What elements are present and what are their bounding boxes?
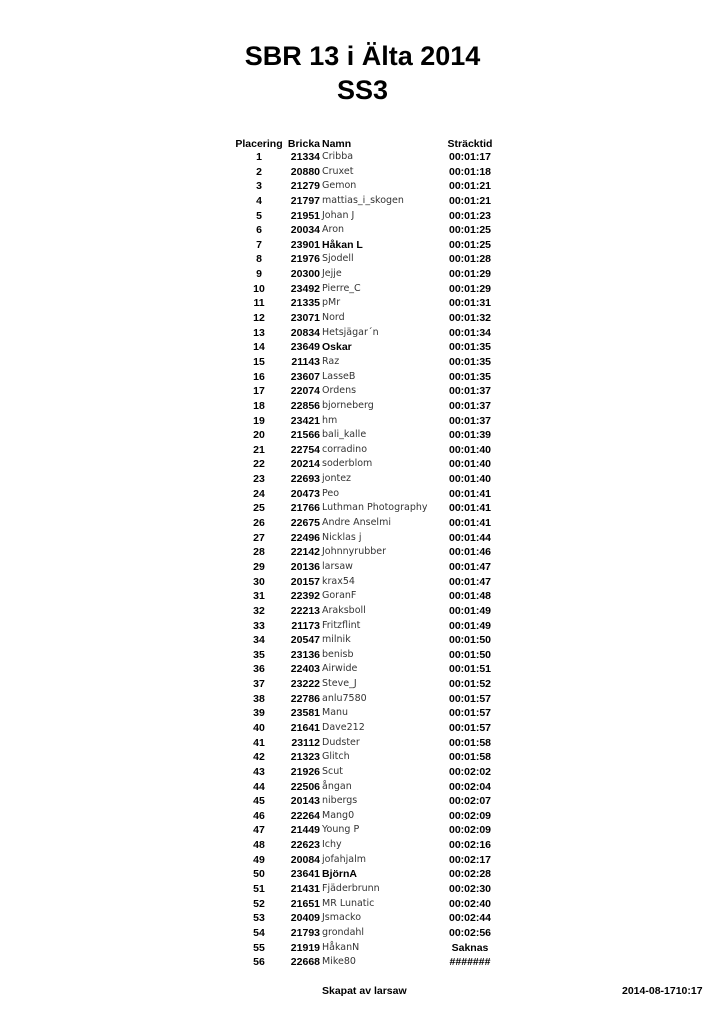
- cell-placering: 11: [253, 297, 265, 310]
- cell-placering: 2: [256, 165, 262, 178]
- cell-namn: Aron: [322, 224, 345, 236]
- cell-namn: Dudster: [322, 736, 360, 748]
- table-row: [0, 575, 725, 590]
- table-row: [0, 487, 725, 502]
- cell-placering: 28: [253, 546, 265, 559]
- cell-namn: soderblom: [322, 458, 373, 470]
- cell-placering: 26: [253, 517, 265, 530]
- table-row: [0, 267, 725, 282]
- cell-bricka: 20300: [290, 268, 320, 281]
- table-row: [0, 823, 725, 838]
- footer-timestamp: 2014-08-1710:17: [622, 985, 703, 997]
- cell-stracktid: 00:01:58: [448, 736, 492, 749]
- cell-stracktid: 00:02:56: [448, 926, 492, 939]
- cell-namn: Luthman Photography: [322, 502, 428, 514]
- cell-bricka: 23071: [290, 312, 320, 325]
- cell-bricka: 20157: [290, 575, 320, 588]
- cell-placering: 22: [253, 458, 265, 471]
- cell-namn: anlu7580: [322, 692, 367, 704]
- cell-namn: larsaw: [322, 560, 353, 572]
- table-row: [0, 662, 725, 677]
- cell-stracktid: 00:02:30: [448, 883, 492, 896]
- cell-stracktid: 00:01:44: [448, 531, 492, 544]
- cell-namn: HåkanN: [322, 941, 360, 953]
- table-row: [0, 223, 725, 238]
- cell-stracktid: 00:01:35: [448, 355, 492, 368]
- cell-bricka: 21143: [291, 355, 320, 368]
- cell-placering: 9: [256, 268, 262, 281]
- cell-stracktid: 00:01:52: [448, 678, 492, 691]
- cell-bricka: 21323: [290, 751, 320, 764]
- cell-namn: Sjodell: [322, 253, 354, 265]
- cell-bricka: 22213: [290, 604, 320, 617]
- cell-stracktid: 00:01:31: [448, 297, 492, 310]
- table-row: [0, 882, 725, 897]
- cell-placering: 10: [253, 282, 265, 295]
- results-table: [0, 150, 725, 970]
- table-row: [0, 531, 725, 546]
- cell-namn: Mike80: [322, 956, 356, 968]
- cell-bricka: 23649: [290, 341, 320, 354]
- cell-namn: Johan J: [322, 209, 355, 221]
- table-row: [0, 897, 725, 912]
- cell-namn: grondahl: [322, 926, 365, 938]
- cell-placering: 23: [253, 473, 265, 486]
- table-row: [0, 560, 725, 575]
- cell-stracktid: 00:01:25: [448, 238, 492, 251]
- cell-namn: krax54: [322, 575, 355, 587]
- cell-placering: 48: [253, 839, 265, 852]
- cell-namn: Araksboll: [322, 604, 366, 616]
- cell-bricka: 20409: [290, 912, 320, 925]
- cell-stracktid: 00:02:02: [448, 765, 492, 778]
- cell-bricka: 22754: [290, 443, 320, 456]
- table-row: [0, 165, 725, 180]
- cell-stracktid: 00:01:57: [448, 707, 492, 720]
- cell-stracktid: 00:01:23: [448, 209, 492, 222]
- cell-placering: 25: [253, 502, 265, 515]
- table-row: [0, 604, 725, 619]
- cell-bricka: 22074: [290, 385, 320, 398]
- table-row: [0, 545, 725, 560]
- cell-bricka: 22623: [290, 839, 320, 852]
- cell-placering: 20: [253, 429, 265, 442]
- cell-placering: 40: [253, 721, 265, 734]
- cell-placering: 35: [253, 648, 265, 661]
- cell-bricka: 21173: [291, 619, 320, 632]
- cell-bricka: 20547: [290, 634, 320, 647]
- cell-stracktid: 00:01:18: [448, 165, 492, 178]
- cell-bricka: 21566: [290, 429, 320, 442]
- table-row: [0, 370, 725, 385]
- cell-namn: Young P: [322, 824, 360, 836]
- cell-bricka: 23112: [291, 736, 320, 749]
- table-row: [0, 750, 725, 765]
- cell-namn: Cruxet: [322, 165, 354, 177]
- cell-bricka: 22506: [290, 780, 320, 793]
- cell-bricka: 21766: [290, 502, 320, 515]
- cell-stracktid: 00:02:17: [448, 853, 492, 866]
- cell-stracktid: 00:02:04: [448, 780, 492, 793]
- cell-namn: Pierre_C: [322, 282, 361, 294]
- cell-placering: 55: [253, 941, 265, 954]
- cell-namn: Ichy: [322, 839, 342, 851]
- cell-placering: 8: [256, 253, 262, 266]
- cell-namn: Johnnyrubber: [322, 546, 387, 558]
- table-row: [0, 955, 725, 970]
- cell-stracktid: 00:01:29: [448, 268, 492, 281]
- cell-namn: nibergs: [322, 795, 358, 807]
- cell-bricka: 21279: [290, 180, 320, 193]
- table-row: [0, 677, 725, 692]
- cell-placering: 37: [253, 678, 265, 691]
- cell-placering: 12: [253, 312, 265, 325]
- cell-namn: Glitch: [322, 751, 350, 763]
- cell-placering: 3: [256, 180, 262, 193]
- page-subtitle: SS3: [336, 75, 389, 105]
- cell-namn: Ordens: [322, 385, 357, 397]
- table-row: [0, 311, 725, 326]
- cell-placering: 44: [253, 780, 265, 793]
- cell-stracktid: 00:02:07: [448, 795, 492, 808]
- cell-namn: jontez: [322, 473, 352, 485]
- cell-stracktid: 00:01:48: [448, 590, 492, 603]
- cell-bricka: 22675: [290, 517, 320, 530]
- table-row: [0, 589, 725, 604]
- cell-placering: 34: [253, 634, 265, 647]
- cell-placering: 45: [253, 795, 265, 808]
- cell-bricka: 20880: [290, 165, 320, 178]
- cell-bricka: 21334: [290, 151, 320, 163]
- header-stracktid: Sträcktid: [447, 138, 493, 150]
- header-bricka: Bricka: [287, 138, 320, 150]
- cell-namn: corradino: [322, 443, 368, 455]
- cell-bricka: 22142: [290, 546, 320, 559]
- cell-stracktid: 00:01:49: [448, 604, 492, 617]
- cell-bricka: 22392: [290, 590, 320, 603]
- table-row: [0, 209, 725, 224]
- table-row: [0, 472, 725, 487]
- cell-bricka: 20084: [290, 853, 320, 866]
- table-row: [0, 384, 725, 399]
- cell-bricka: 22403: [290, 663, 320, 676]
- table-row: [0, 706, 725, 721]
- cell-bricka: 20136: [290, 560, 320, 573]
- cell-bricka: 20214: [290, 458, 320, 471]
- cell-bricka: 23136: [290, 648, 320, 661]
- cell-namn: benisb: [322, 648, 354, 660]
- cell-namn: Fritzflint: [322, 619, 361, 631]
- cell-stracktid: 00:01:57: [448, 692, 492, 705]
- cell-placering: 6: [256, 224, 262, 237]
- cell-placering: 56: [253, 956, 265, 969]
- cell-namn: Steve_J: [322, 678, 357, 690]
- cell-stracktid: 00:01:58: [448, 751, 492, 764]
- cell-stracktid: 00:01:35: [448, 370, 492, 383]
- cell-stracktid: 00:01:41: [448, 487, 492, 500]
- table-row: [0, 399, 725, 414]
- cell-placering: 15: [253, 355, 265, 368]
- cell-stracktid: 00:01:57: [448, 721, 492, 734]
- cell-bricka: 22264: [290, 809, 320, 822]
- cell-namn: bali_kalle: [322, 429, 367, 441]
- cell-placering: 51: [253, 883, 265, 896]
- cell-bricka: 21797: [290, 194, 320, 207]
- table-row: [0, 648, 725, 663]
- cell-bricka: 20034: [290, 224, 320, 237]
- table-row: [0, 414, 725, 429]
- cell-namn: hm: [322, 414, 338, 426]
- cell-namn: Scut: [322, 765, 343, 777]
- cell-stracktid: 00:02:40: [448, 897, 492, 910]
- table-row: [0, 516, 725, 531]
- cell-namn: Fjäderbrunn: [322, 883, 380, 895]
- cell-placering: 16: [253, 370, 265, 383]
- cell-placering: 33: [253, 619, 265, 632]
- cell-placering: 1: [256, 151, 262, 163]
- cell-bricka: 22693: [290, 473, 320, 486]
- cell-bricka: 21641: [290, 721, 320, 734]
- table-row: [0, 501, 725, 516]
- cell-stracktid: 00:01:34: [448, 326, 492, 339]
- cell-stracktid: 00:01:25: [448, 224, 492, 237]
- cell-placering: 36: [253, 663, 265, 676]
- cell-stracktid: 00:01:37: [448, 414, 492, 427]
- cell-stracktid: 00:02:44: [448, 912, 492, 925]
- cell-stracktid: 00:01:17: [448, 151, 492, 163]
- cell-bricka: 21926: [290, 765, 320, 778]
- cell-namn: Dave212: [322, 721, 365, 733]
- cell-placering: 47: [253, 824, 265, 837]
- cell-bricka: 21976: [290, 253, 320, 266]
- cell-bricka: 20143: [290, 795, 320, 808]
- cell-stracktid: 00:02:16: [448, 839, 492, 852]
- cell-placering: 14: [253, 341, 265, 354]
- cell-namn: Raz: [322, 355, 340, 367]
- footer-created-by: Skapat av larsaw: [322, 985, 407, 997]
- cell-namn: pMr: [322, 297, 341, 309]
- cell-placering: 29: [253, 560, 265, 573]
- cell-stracktid: 00:01:47: [448, 575, 492, 588]
- cell-bricka: 20834: [290, 326, 320, 339]
- cell-namn: Oskar: [322, 341, 352, 354]
- cell-bricka: 21919: [290, 941, 320, 954]
- cell-stracktid: 00:01:46: [448, 546, 492, 559]
- cell-bricka: 22786: [290, 692, 320, 705]
- cell-stracktid: 00:01:39: [448, 429, 492, 442]
- cell-placering: 5: [256, 209, 262, 222]
- table-row: [0, 457, 725, 472]
- cell-namn: mattias_i_skogen: [322, 194, 404, 206]
- cell-stracktid: 00:02:28: [448, 868, 492, 881]
- cell-namn: Airwide: [322, 663, 358, 675]
- cell-stracktid: #######: [449, 956, 491, 969]
- cell-stracktid: 00:01:40: [448, 458, 492, 471]
- cell-namn: bjorneberg: [322, 399, 374, 411]
- table-row: [0, 340, 725, 355]
- table-row: [0, 692, 725, 707]
- cell-namn: Hetsjägar´n: [322, 326, 379, 338]
- cell-stracktid: 00:01:41: [448, 502, 492, 515]
- cell-stracktid: 00:01:40: [448, 473, 492, 486]
- cell-namn: BjörnA: [322, 868, 357, 881]
- cell-placering: 38: [253, 692, 265, 705]
- cell-bricka: 21951: [290, 209, 320, 222]
- cell-placering: 24: [253, 487, 265, 500]
- table-row: [0, 194, 725, 209]
- header-placering: Placering: [235, 138, 283, 150]
- cell-namn: Jejje: [322, 268, 342, 280]
- cell-placering: 19: [253, 414, 265, 427]
- cell-stracktid: 00:01:21: [448, 194, 492, 207]
- cell-stracktid: 00:01:50: [448, 648, 492, 661]
- cell-bricka: 23581: [290, 707, 320, 720]
- cell-stracktid: 00:01:49: [448, 619, 492, 632]
- cell-stracktid: 00:01:41: [448, 517, 492, 530]
- cell-namn: Jsmacko: [322, 912, 362, 924]
- cell-placering: 7: [256, 238, 262, 251]
- cell-namn: GoranF: [322, 590, 357, 602]
- cell-stracktid: 00:01:29: [448, 282, 492, 295]
- table-row: [0, 765, 725, 780]
- cell-namn: Manu: [322, 707, 349, 719]
- cell-stracktid: 00:01:37: [448, 385, 492, 398]
- table-row: [0, 428, 725, 443]
- cell-namn: Andre Anselmi: [322, 517, 391, 529]
- cell-placering: 41: [253, 736, 265, 749]
- cell-namn: Cribba: [322, 151, 354, 162]
- table-row: [0, 867, 725, 882]
- cell-namn: LasseB: [322, 370, 356, 382]
- table-row: [0, 853, 725, 868]
- cell-placering: 49: [253, 853, 265, 866]
- cell-placering: 50: [253, 868, 265, 881]
- table-row: [0, 355, 725, 370]
- cell-bricka: 23492: [290, 282, 320, 295]
- cell-placering: 42: [253, 751, 265, 764]
- table-row: [0, 911, 725, 926]
- cell-placering: 4: [256, 194, 262, 207]
- cell-bricka: 21431: [290, 883, 320, 896]
- cell-stracktid: 00:01:51: [448, 663, 492, 676]
- cell-stracktid: Saknas: [451, 941, 489, 954]
- cell-namn: Nicklas j: [322, 531, 362, 543]
- table-row: [0, 443, 725, 458]
- cell-placering: 18: [253, 399, 265, 412]
- cell-placering: 27: [253, 531, 265, 544]
- table-row: [0, 721, 725, 736]
- cell-bricka: 23641: [290, 868, 320, 881]
- table-row: [0, 780, 725, 795]
- cell-stracktid: 00:01:47: [448, 560, 492, 573]
- cell-stracktid: 00:02:09: [448, 809, 492, 822]
- cell-stracktid: 00:02:09: [448, 824, 492, 837]
- cell-stracktid: 00:01:32: [448, 312, 492, 325]
- cell-bricka: 23901: [290, 238, 320, 251]
- cell-placering: 17: [253, 385, 265, 398]
- cell-placering: 31: [253, 590, 265, 603]
- table-row: [0, 179, 725, 194]
- table-row: [0, 282, 725, 297]
- table-row: [0, 794, 725, 809]
- cell-bricka: 21449: [290, 824, 320, 837]
- header-namn: Namn: [322, 138, 352, 150]
- table-row: [0, 252, 725, 267]
- cell-stracktid: 00:01:40: [448, 443, 492, 456]
- cell-namn: Mang0: [322, 809, 355, 821]
- table-row: [0, 926, 725, 941]
- cell-namn: Håkan L: [322, 238, 363, 251]
- cell-placering: 54: [253, 926, 265, 939]
- cell-stracktid: 00:01:28: [448, 253, 492, 266]
- cell-namn: MR Lunatic: [322, 897, 375, 909]
- cell-placering: 30: [253, 575, 265, 588]
- cell-placering: 46: [253, 809, 265, 822]
- cell-stracktid: 00:01:50: [448, 634, 492, 647]
- cell-placering: 13: [253, 326, 265, 339]
- cell-bricka: 22496: [290, 531, 320, 544]
- cell-placering: 32: [253, 604, 265, 617]
- cell-stracktid: 00:01:35: [448, 341, 492, 354]
- table-row: [0, 150, 725, 165]
- cell-stracktid: 00:01:37: [448, 399, 492, 412]
- table-row: [0, 941, 725, 956]
- cell-placering: 39: [253, 707, 265, 720]
- table-row: [0, 326, 725, 341]
- cell-placering: 53: [253, 912, 265, 925]
- cell-bricka: 21793: [290, 926, 320, 939]
- cell-placering: 52: [253, 897, 265, 910]
- cell-bricka: 23421: [290, 414, 320, 427]
- cell-namn: Nord: [322, 312, 345, 324]
- cell-bricka: 20473: [290, 487, 320, 500]
- table-row: [0, 838, 725, 853]
- cell-bricka: 21651: [290, 897, 320, 910]
- table-row: [0, 238, 725, 253]
- cell-placering: 21: [253, 443, 265, 456]
- cell-namn: jofahjalm: [322, 853, 366, 865]
- cell-namn: Gemon: [322, 180, 357, 192]
- cell-bricka: 23222: [290, 678, 320, 691]
- table-row: [0, 619, 725, 634]
- table-row: [0, 809, 725, 824]
- cell-bricka: 22668: [290, 956, 320, 969]
- cell-namn: Peo: [322, 487, 340, 499]
- cell-namn: ångan: [322, 780, 352, 792]
- cell-placering: 43: [253, 765, 265, 778]
- cell-bricka: 21335: [290, 297, 320, 310]
- cell-stracktid: 00:01:21: [448, 180, 492, 193]
- table-row: [0, 296, 725, 311]
- page-title: SBR 13 i Älta 2014: [244, 41, 481, 71]
- table-row: [0, 736, 725, 751]
- table-row: [0, 633, 725, 648]
- cell-namn: milnik: [322, 634, 351, 646]
- cell-bricka: 23607: [290, 370, 320, 383]
- cell-bricka: 22856: [290, 399, 320, 412]
